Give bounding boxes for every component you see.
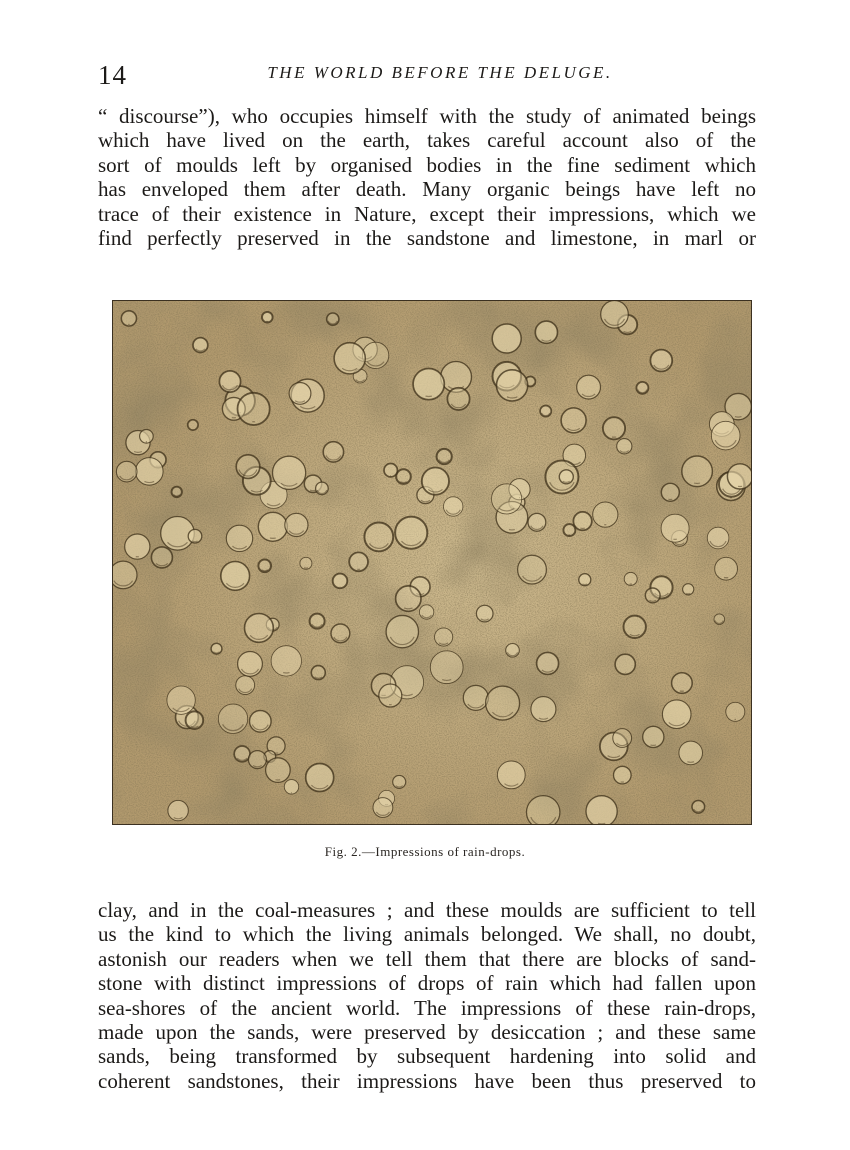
raindrop-impression — [413, 369, 444, 400]
raindrop-impression — [248, 751, 266, 769]
raindrop-impression — [559, 470, 573, 484]
raindrop-impression — [349, 552, 368, 571]
raindrop-impression — [140, 430, 154, 444]
raindrop-impression — [221, 562, 250, 591]
raindrop-impression — [422, 468, 449, 495]
raindrop-impression — [285, 513, 308, 536]
raindrop-impression — [393, 775, 406, 788]
raindrop-impression — [540, 406, 551, 417]
text-line: trace of their existence in Nature, except their impressions, which we — [98, 201, 756, 226]
raindrop-impression — [234, 746, 250, 762]
raindrop-impression — [323, 442, 343, 462]
raindrop-impression — [167, 686, 195, 714]
raindrop-impression — [331, 624, 350, 643]
bottom-paragraph — [98, 898, 756, 1093]
raindrop-impression — [364, 523, 393, 552]
raindrop-impression — [617, 439, 632, 454]
raindrop-impression — [662, 700, 691, 729]
raindrop-impression — [379, 684, 402, 707]
raindrop-impression — [497, 761, 525, 789]
raindrop-impression — [395, 517, 427, 549]
raindrop-impression — [661, 514, 689, 542]
raindrop-impression — [593, 502, 618, 527]
raindrop-impression — [419, 605, 433, 619]
raindrop-impression — [643, 726, 664, 747]
raindrop-impression — [437, 449, 452, 464]
raindrop-impression — [573, 512, 591, 530]
raindrop-impressions-engraving — [112, 300, 752, 825]
raindrop-impression — [563, 524, 575, 536]
raindrop-impression — [151, 547, 172, 568]
raindrop-impression — [226, 525, 252, 551]
raindrop-impression — [306, 764, 334, 792]
raindrop-impression — [373, 798, 393, 818]
raindrop-impression — [219, 371, 240, 392]
raindrop-impression — [311, 666, 325, 680]
crater-shadow — [598, 823, 605, 824]
raindrop-impression — [316, 482, 329, 495]
raindrop-impression — [650, 350, 672, 372]
raindrop-impression — [430, 651, 463, 684]
running-title: THE WORLD BEFORE THE DELUGE. — [267, 63, 613, 82]
raindrop-impression — [121, 311, 136, 326]
raindrop-impression — [384, 464, 397, 477]
raindrop-impression — [271, 646, 301, 676]
raindrop-impression — [273, 456, 306, 489]
text-line: “ discourse”), who occupies himself with the study of animated beings — [98, 104, 756, 128]
raindrop-impression — [186, 711, 204, 729]
raindrop-impression — [613, 729, 632, 748]
crater-shadow — [735, 417, 742, 418]
text-line: us the kind to which the living animals belonged. We shall, no doubt, — [98, 922, 756, 947]
text-line: sort of moulds left by organised bodies in the fine sediment which — [98, 152, 756, 177]
raindrop-impression — [116, 461, 137, 482]
text-line: clay, and in the coal-measures ; and these moulds are sufficient to tell — [98, 898, 756, 922]
raindrop-impression — [492, 484, 522, 514]
raindrop-impression — [561, 408, 586, 433]
raindrop-impression — [528, 513, 546, 531]
raindrop-impression — [218, 704, 247, 733]
raindrop-impression — [727, 464, 751, 489]
raindrop-impression — [615, 654, 635, 674]
raindrop-impression — [726, 702, 745, 721]
raindrop-impression — [506, 644, 520, 658]
raindrop-impression — [362, 342, 388, 368]
raindrop-impression — [683, 584, 694, 595]
raindrop-impression — [136, 458, 164, 486]
raindrop-impression — [386, 615, 418, 647]
raindrop-impression — [679, 741, 703, 765]
raindrop-impression — [238, 652, 263, 677]
text-line: sea-shores of the ancient world. The impressions of these rain-drops, — [98, 995, 756, 1020]
raindrop-impression — [188, 420, 198, 430]
raindrop-impression — [579, 574, 591, 586]
raindrop-impression — [447, 388, 469, 410]
raindrop-impression — [535, 321, 557, 343]
text-line: coherent sandstones, their impressions have been thus preserved to — [98, 1068, 756, 1093]
raindrop-impression — [327, 313, 339, 325]
raindrop-impression — [250, 711, 272, 733]
raindrop-impression — [125, 534, 150, 559]
raindrop-impression — [188, 529, 202, 543]
raindrop-impression — [497, 370, 528, 401]
raindrop-impression — [476, 605, 493, 622]
raindrop-impression — [661, 483, 679, 501]
text-line: made upon the sands, were preserved by desiccation ; and these same — [98, 1020, 756, 1045]
raindrop-impression — [289, 383, 311, 405]
raindrop-impression — [672, 673, 693, 694]
raindrop-impression — [333, 574, 348, 589]
raindrop-impression — [586, 796, 617, 824]
raindrop-impression — [463, 685, 488, 710]
raindrop-impression — [715, 557, 738, 580]
raindrop-impression — [396, 469, 411, 484]
raindrop-impression — [682, 456, 713, 487]
raindrop-impression — [238, 393, 270, 425]
text-line: astonish our readers when we tell them that there are blocks of sand- — [98, 946, 756, 971]
raindrop-impression — [577, 375, 601, 399]
raindrop-impression — [396, 586, 421, 611]
raindrop-impression — [236, 676, 255, 695]
crater-shadow — [687, 762, 694, 763]
raindrop-impression — [310, 614, 325, 629]
raindrop-impression — [603, 417, 625, 439]
raindrop-impression — [614, 766, 632, 784]
crater-shadow — [583, 584, 588, 585]
raindrop-impression — [645, 588, 660, 603]
raindrop-impression — [284, 780, 298, 794]
raindrop-impression — [537, 652, 559, 674]
raindrop-impression — [711, 421, 740, 450]
engraving-illustration — [113, 301, 751, 824]
crater-shadow — [193, 541, 198, 542]
raindrop-impression — [624, 616, 646, 638]
raindrop-impression — [444, 497, 463, 516]
figure-caption: Fig. 2.—Impressions of rain-drops. — [324, 844, 526, 859]
raindrop-impression — [601, 301, 629, 328]
raindrop-impression — [193, 338, 208, 353]
raindrop-impression — [168, 800, 188, 820]
raindrop-impression — [636, 382, 648, 394]
raindrop-impression — [258, 512, 287, 541]
raindrop-impression — [236, 455, 260, 479]
raindrop-impression — [707, 527, 729, 549]
raindrop-impression — [486, 686, 520, 720]
raindrop-impression — [258, 560, 271, 573]
text-line: sands, being transformed by subsequent hardening into solid and — [98, 1044, 756, 1069]
raindrop-impression — [334, 343, 365, 374]
raindrop-impression — [518, 555, 547, 584]
raindrop-impression — [531, 697, 556, 722]
page-number: 14 — [98, 60, 127, 90]
text-line: which have lived on the earth, takes careful account also of the — [98, 128, 756, 153]
raindrop-impression — [300, 557, 312, 569]
raindrop-impression — [492, 324, 521, 353]
top-paragraph — [98, 104, 756, 250]
crater-shadow — [686, 593, 690, 594]
raindrop-impression — [245, 614, 274, 643]
text-line: stone with distinct impressions of drops of rain which had fallen upon — [98, 971, 756, 996]
text-line: find perfectly preserved in the sandstone and limestone, in marl or — [98, 226, 756, 251]
text-line: has enveloped them after death. Many organic beings have left no — [98, 177, 756, 202]
raindrop-impression — [435, 628, 453, 646]
raindrop-impression — [266, 758, 291, 783]
crater-shadow — [310, 490, 316, 491]
raindrop-impression — [624, 572, 637, 585]
